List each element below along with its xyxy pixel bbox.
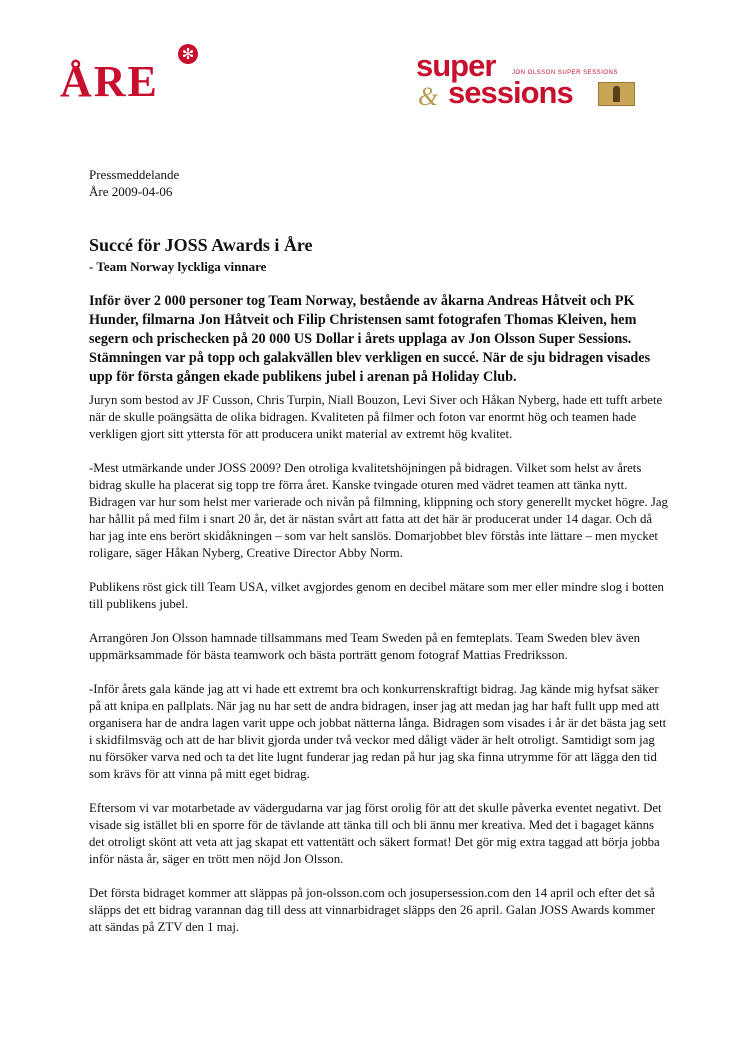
body-paragraph: -Inför årets gala kände jag att vi hade ett extremt bra och konkurrenskraftigt bidrag. Jag kände mig hyfsat säker på att knipa en pallplats. När jag nu har sett de andra bidragen, inser jag att medan jag har haft fullt upp med att organisera har de andra lagen varit uppe och jobbat nätterna långa. Bidragen som visades i år är det bästa jag sett i skidfilmsväg och att de har blivit gjorda under två veckor med dåligt väder är helt otroligt. Samtidigt som jag nu försöker varva ned och ta det lite lugnt funderar jag redan på hur jag ska finna utrymme för att lägga den tid som krävs för att vinna på mitt eget bidrag. [89,682,667,781]
body-paragraph: Eftersom vi var motarbetade av vädergudarna var jag först orolig för att det skulle påverka eventet negativt. Det visade sig istället bli en sporre för de tävlande att tänka till och bli ännu mer kreativa. Med det i bagaget känns det otroligt skönt att veta att jag skapat ett vattentätt och säkert format! Det gör mig extra taggad att börja jobba inför nästa år, säger en trött men nöjd Jon Olsson. [89,801,662,866]
are-logo [60,44,210,114]
subheadline: - Team Norway lyckliga vinnare [89,259,267,274]
body-paragraph: Arrangören Jon Olsson hamnade tillsammans med Team Sweden på en femteplats. Team Sweden blev även uppmärksammade för bästa teamwork och bästa porträtt genom fotograf Mattias Fredriksson. [89,631,641,662]
document-meta [89,166,179,200]
trophy-badge-icon [598,82,635,106]
logo-ampersand: & [418,82,439,111]
document-type: Pressmeddelande [89,167,180,182]
logo-super-text: super [416,48,496,83]
body-paragraph: Juryn som bestod av JF Cusson, Chris Turpin, Niall Bouzon, Levi Siver och Håkan Nyberg, hade ett tufft arbete när de skulle poängsätta de olika bidragen. Kvaliteten på filmer och foton var enormt hög och teamen hade verkligen gjort sitt yttersta för att producera unikt material av extremt hög kvalitet. [89,393,663,441]
body-paragraph: Det första bidraget kommer att släppas på jon-olsson.com och josupersession.com den 14 april och efter det så släpps det ett bidrag varannan dag till dess att vinnarbidraget släpps den 26 april. Galan JOSS Awards kommer att sändas på ZTV den 1 maj. [89,886,656,934]
document-date: Åre 2009-04-06 [89,184,173,199]
body-paragraph: -Mest utmärkande under JOSS 2009? Den otroliga kvalitetshöjningen på bidragen. Vilket som helst av årets bidrag skulle ha placerat sig topp tre förra året. Kanske tvingade oturen med vädret teamen att tänka nytt. Bidragen var hur som helst mer varierade och nivån på filmning, klippning och story generellt mycket högre. Jag har hållit på med film i snart 20 år, det är nästan svårt att fatta att det här är producerat under 14 dagar. Och då har jag inte ens berört skidåkningen – som var helt sanslös. Domarjobbet blev förstås inte lättare – men mycket roligare, säger Håkan Nyberg, Creative Director Abby Norm. [89,461,668,560]
super-sessions-logo [416,50,646,114]
lead-paragraph: Inför över 2 000 personer tog Team Norway, bestående av åkarna Andreas Håtveit och PK Hunder, filmarna Jon Håtveit och Filip Christensen samt fotografen Thomas Kleiven, hem segern och prischecken på 20 000 US Dollar i årets upplaga av Jon Olsson Super Sessions. Stämningen var på topp och galakvällen blev verkligen en succé. När de sju bidragen visades upp för första gången ekade publikens jubel i arenan på Holiday Club. [89,293,651,385]
headline: Succé för JOSS Awards i Åre [89,235,313,255]
are-wordmark: ÅRE [60,57,159,106]
snowflake-icon: ✻ [178,44,198,64]
body-text [89,392,669,953]
logo-sessions-text: sessions [448,75,573,110]
body-paragraph: Publikens röst gick till Team USA, vilket avgjordes genom en decibel mätare som mer eller mindre slog i botten till publikens jubel. [89,580,664,611]
logo-tagline: JON OLSSON SUPER SESSIONS [512,70,618,76]
